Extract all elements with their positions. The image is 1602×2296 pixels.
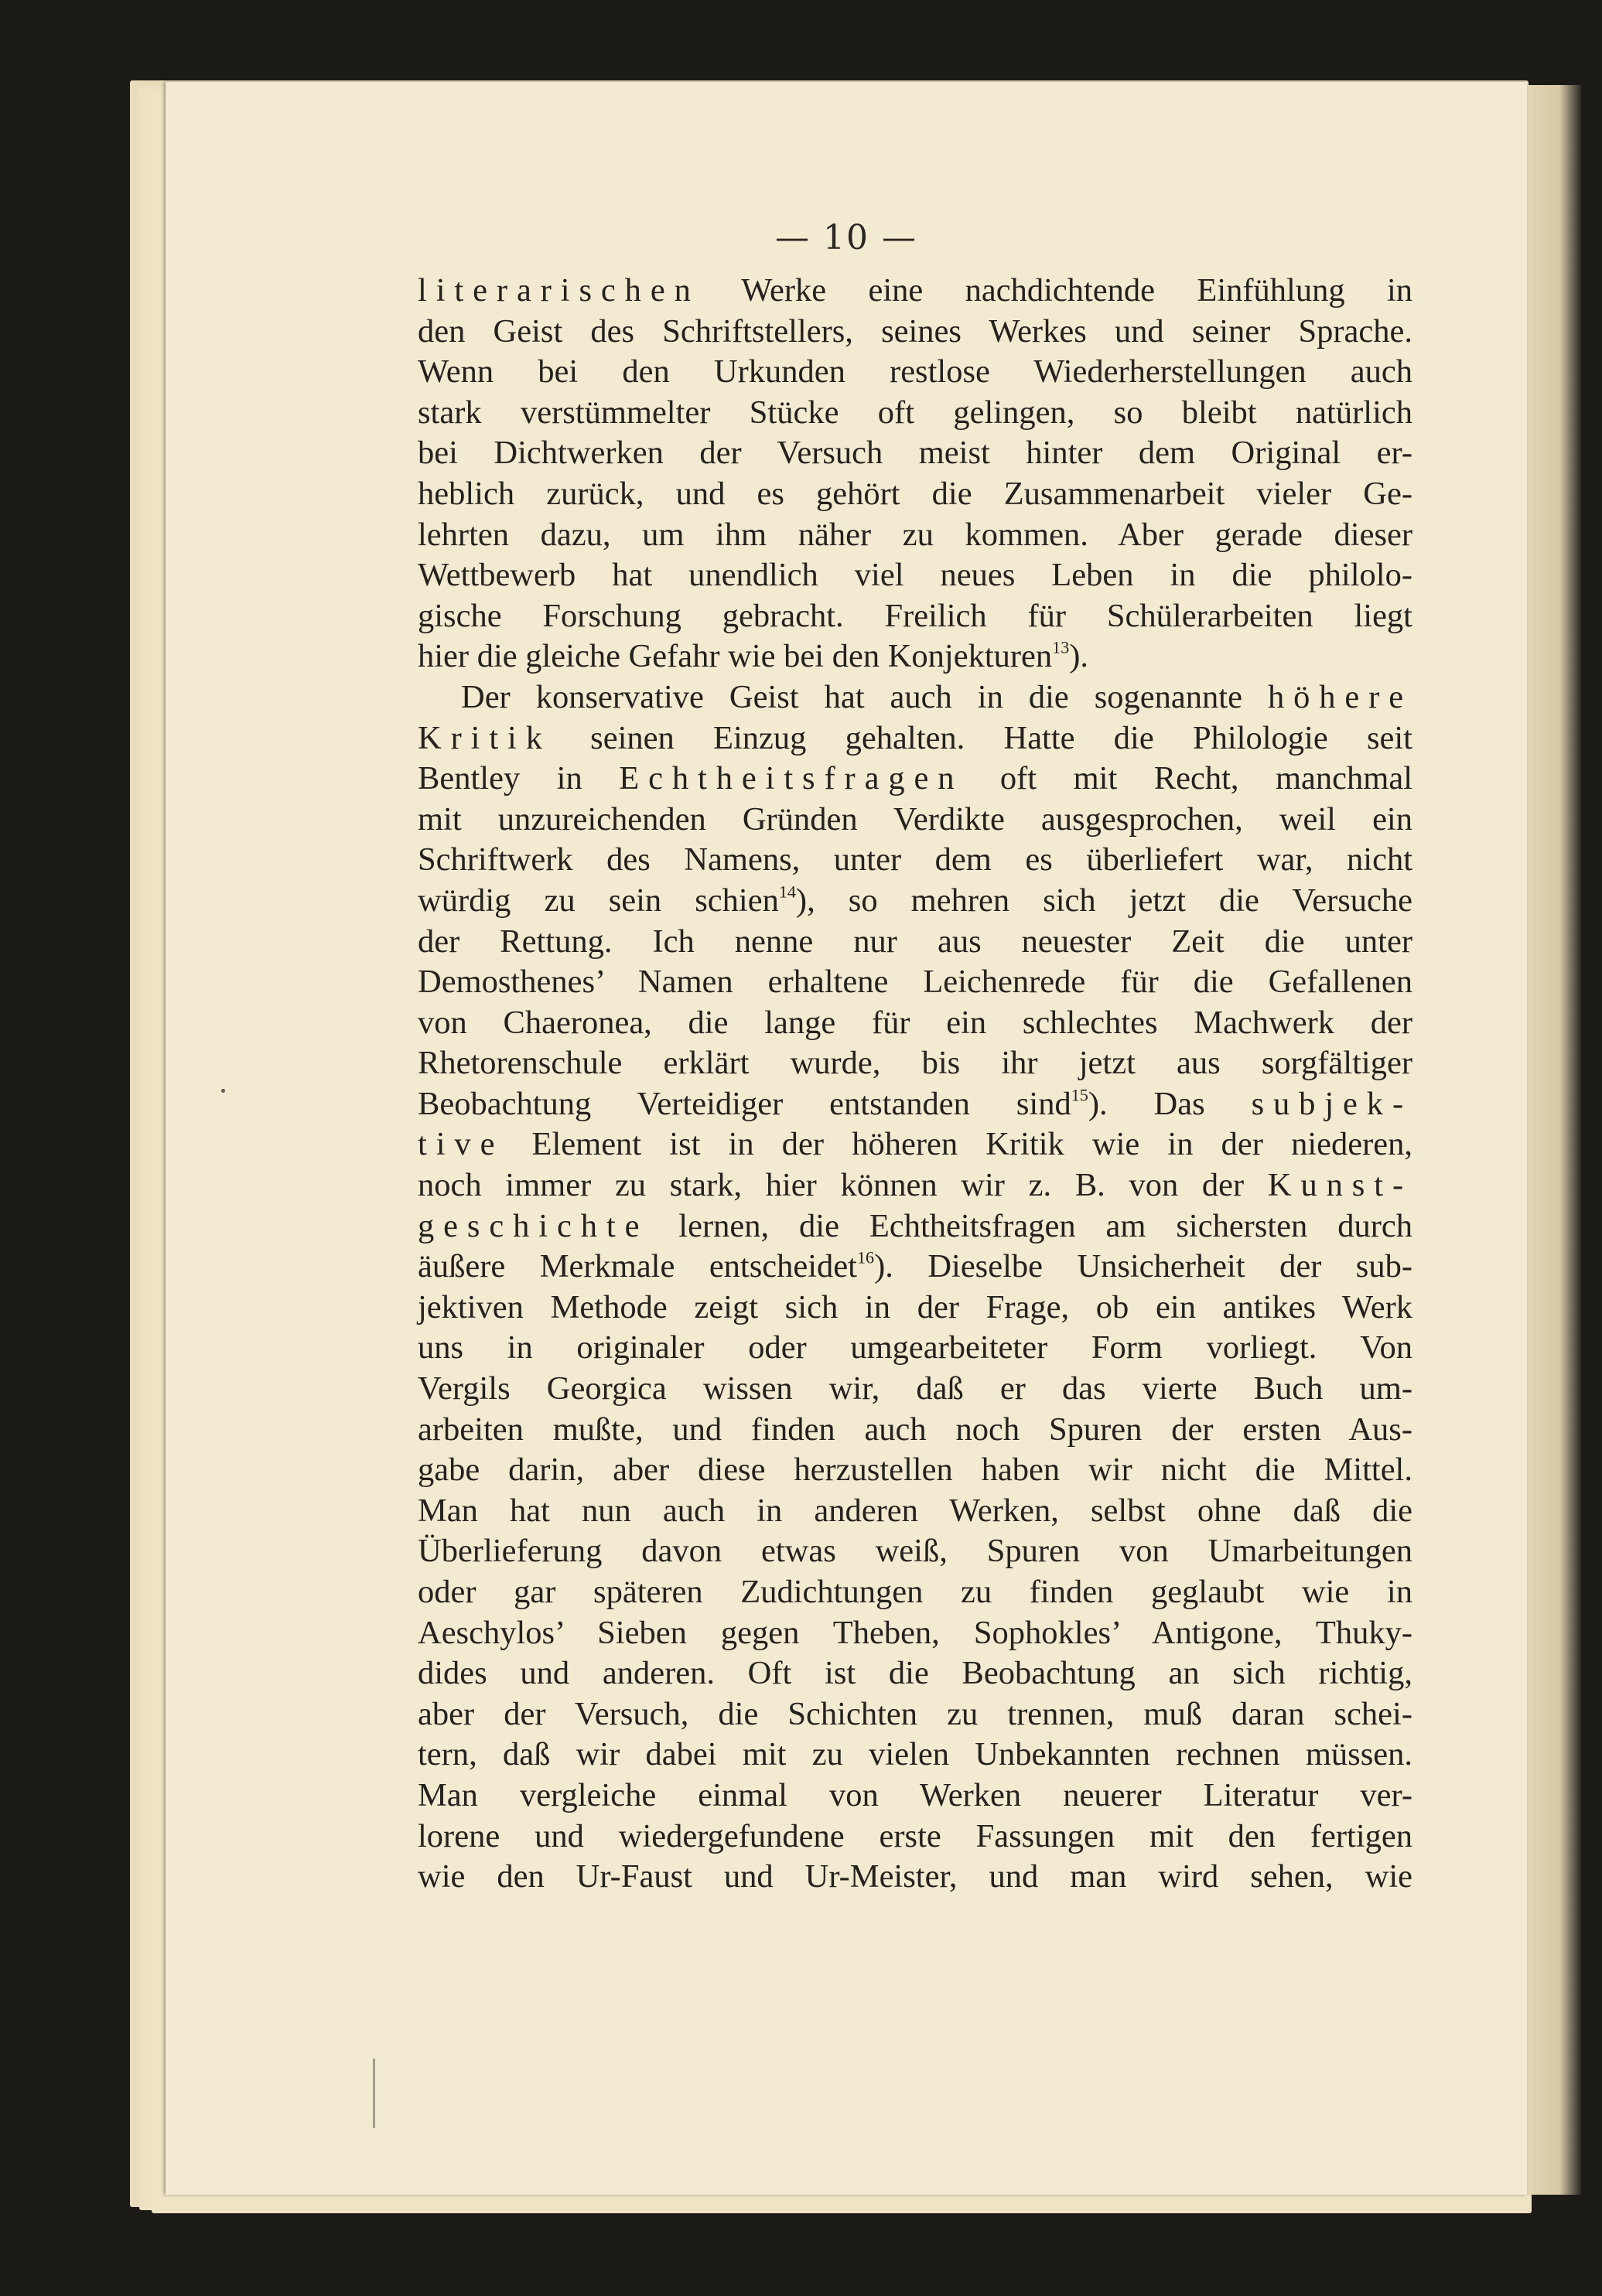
text-run: Wenn bei den Urkunden restlose Wiederherstellungen auch (418, 353, 1412, 391)
text-run: ). (1069, 638, 1089, 675)
text-line (418, 1124, 1412, 1165)
body-text (418, 271, 1412, 1898)
text-line (418, 1206, 1412, 1247)
text-run: ). Das (1088, 1085, 1252, 1122)
text-line (418, 271, 1412, 312)
text-run: der Rettung. Ich nenne nur aus neuester Zeit die unter (418, 923, 1412, 960)
text-line (418, 1857, 1412, 1898)
text-line (418, 1328, 1412, 1369)
text-line (418, 433, 1412, 474)
text-run: Aeschylos’ Sieben gegen Theben, Sophokles’ Antigone, Thuky- (418, 1614, 1412, 1651)
footnote-ref: 15 (1071, 1085, 1088, 1105)
text-line (418, 922, 1412, 963)
text-line (418, 962, 1412, 1003)
text-run: Rhetorenschule erklärt wurde, bis ihr jetzt aus sorgfältiger (418, 1045, 1412, 1082)
text-run: seinen Einzug gehalten. Hatte die Philologie seit (551, 719, 1412, 756)
text-line (418, 1043, 1412, 1084)
footnote-ref: 13 (1052, 637, 1070, 657)
text-line (418, 800, 1412, 841)
text-run: Wettbewerb hat unendlich viel neues Leben in die philolo- (418, 557, 1412, 594)
text-run: hier die gleiche Gefahr wie bei den Konjekturen (418, 638, 1053, 675)
text-run: Werke eine nachdichtende Einfühlung in (699, 272, 1412, 309)
text-line (418, 1817, 1412, 1858)
spaced-emphasis: Echtheitsfragen (619, 760, 964, 797)
text-run: tern, daß wir dabei mit zu vielen Unbekannten rechnen müssen. (418, 1736, 1412, 1773)
text-run: Schriftwerk des Namens, unter dem es überliefert war, nicht (418, 841, 1412, 878)
text-line (418, 1369, 1412, 1410)
text-run: Der konservative Geist hat auch in die sogenannte (461, 678, 1268, 715)
text-line (418, 840, 1412, 881)
text-run: Bentley in (418, 760, 620, 797)
text-line (418, 1288, 1412, 1329)
text-run: dides und anderen. Oft ist die Beobachtung an sich richtig, (418, 1655, 1412, 1692)
text-line (418, 1531, 1412, 1572)
text-run: Demosthenes’ Namen erhaltene Leichenrede für die Gefallenen (418, 964, 1412, 1001)
spaced-emphasis: Kunst- (1267, 1167, 1412, 1204)
text-line (418, 1694, 1412, 1735)
text-run: den Geist des Schriftstellers, seines Werkes und seiner Sprache. (418, 312, 1412, 350)
margin-speck (221, 1089, 225, 1093)
text-run: ), so mehren sich jetzt die Versuche (795, 882, 1412, 919)
text-run: wie den Ur-Faust und Ur-Meister, und man wird sehen, wie (418, 1858, 1412, 1895)
text-run: Beobachtung Verteidiger entstanden sind (418, 1085, 1071, 1122)
text-line (418, 1450, 1412, 1491)
text-run: mit unzureichenden Gründen Verdikte ausgesprochen, weil ein (418, 800, 1412, 838)
page-fore-edge (1527, 85, 1581, 2195)
text-line (418, 1613, 1412, 1654)
text-run: noch immer zu stark, hier können wir z. B. von der (418, 1167, 1268, 1204)
text-line (418, 881, 1412, 922)
text-line (418, 1003, 1412, 1044)
text-run: Vergils Georgica wissen wir, daß er das vierte Buch um- (418, 1370, 1412, 1407)
text-line (418, 596, 1412, 637)
spaced-emphasis: literarischen (418, 272, 700, 309)
text-run: bei Dichtwerken der Versuch meist hinter dem Original er- (418, 435, 1412, 472)
page-number: — 10 — (775, 218, 917, 258)
text-run: äußere Merkmale entscheidet (418, 1248, 857, 1285)
spaced-emphasis: subjek- (1251, 1085, 1413, 1122)
text-run: von Chaeronea, die lange für ein schlechtes Machwerk der (418, 1004, 1412, 1041)
text-run: Man vergleiche einmal von Werken neuerer Literatur ver- (418, 1776, 1412, 1813)
text-line (418, 1165, 1412, 1206)
text-run: Element ist in der höheren Kritik wie in der niederen, (504, 1126, 1412, 1163)
text-run: lehrten dazu, um ihm näher zu kommen. Aber gerade dieser (418, 516, 1412, 553)
text-line (418, 393, 1412, 434)
text-line (418, 759, 1412, 800)
text-line (418, 718, 1412, 759)
text-line (418, 474, 1412, 515)
text-run: uns in originaler oder umgearbeiteter Form vorliegt. Von (418, 1329, 1412, 1366)
text-line (418, 555, 1412, 596)
footnote-ref: 16 (856, 1247, 875, 1267)
spaced-emphasis: Kritik (418, 719, 552, 756)
text-line (418, 677, 1412, 718)
footnote-ref: 14 (778, 882, 796, 902)
spaced-emphasis: geschichte (418, 1207, 649, 1244)
text-run: ). Dieselbe Unsicherheit der sub- (874, 1248, 1412, 1285)
spaced-emphasis: tive (418, 1126, 504, 1163)
text-line (418, 1653, 1412, 1694)
text-line (418, 515, 1412, 556)
text-run: heblich zurück, und es gehört die Zusammenarbeit vieler Ge- (418, 475, 1412, 512)
text-run: Man hat nun auch in anderen Werken, selbst ohne daß die (418, 1492, 1412, 1529)
text-run: oder gar späteren Zudichtungen zu finden geglaubt wie in (418, 1574, 1412, 1610)
text-line (418, 1572, 1412, 1613)
text-line (418, 1735, 1412, 1776)
text-line (418, 636, 1412, 677)
text-run: würdig zu sein schien (418, 882, 779, 919)
margin-pencil-mark (373, 2059, 375, 2128)
text-run: aber der Versuch, die Schichten zu trennen, muß daran schei- (418, 1695, 1412, 1732)
text-line (418, 312, 1412, 353)
text-line (418, 1084, 1412, 1125)
text-run: gische Forschung gebracht. Freilich für Schülerarbeiten liegt (418, 597, 1412, 634)
text-run: jektiven Methode zeigt sich in der Frage, ob ein antikes Werk (418, 1288, 1412, 1325)
text-line (418, 1491, 1412, 1532)
text-run: oft mit Recht, manchmal (963, 760, 1412, 797)
text-line (418, 352, 1412, 393)
text-run: stark verstümmelter Stücke oft gelingen, so bleibt natürlich (418, 394, 1412, 431)
text-run: lorene und wiedergefundene erste Fassungen mit den fertigen (418, 1817, 1412, 1854)
spaced-emphasis: höhere (1267, 678, 1412, 715)
text-run: gabe darin, aber diese herzustellen haben wir nicht die Mittel. (418, 1452, 1412, 1489)
text-line (418, 1247, 1412, 1288)
text-run: lernen, die Echtheitsfragen am sichersten durch (648, 1207, 1412, 1244)
text-run: Überlieferung davon etwas weiß, Spuren von Umarbeitungen (418, 1533, 1412, 1570)
text-line (418, 1410, 1412, 1451)
text-line (418, 1776, 1412, 1817)
text-run: arbeiten mußte, und finden auch noch Spuren der ersten Aus- (418, 1411, 1412, 1448)
